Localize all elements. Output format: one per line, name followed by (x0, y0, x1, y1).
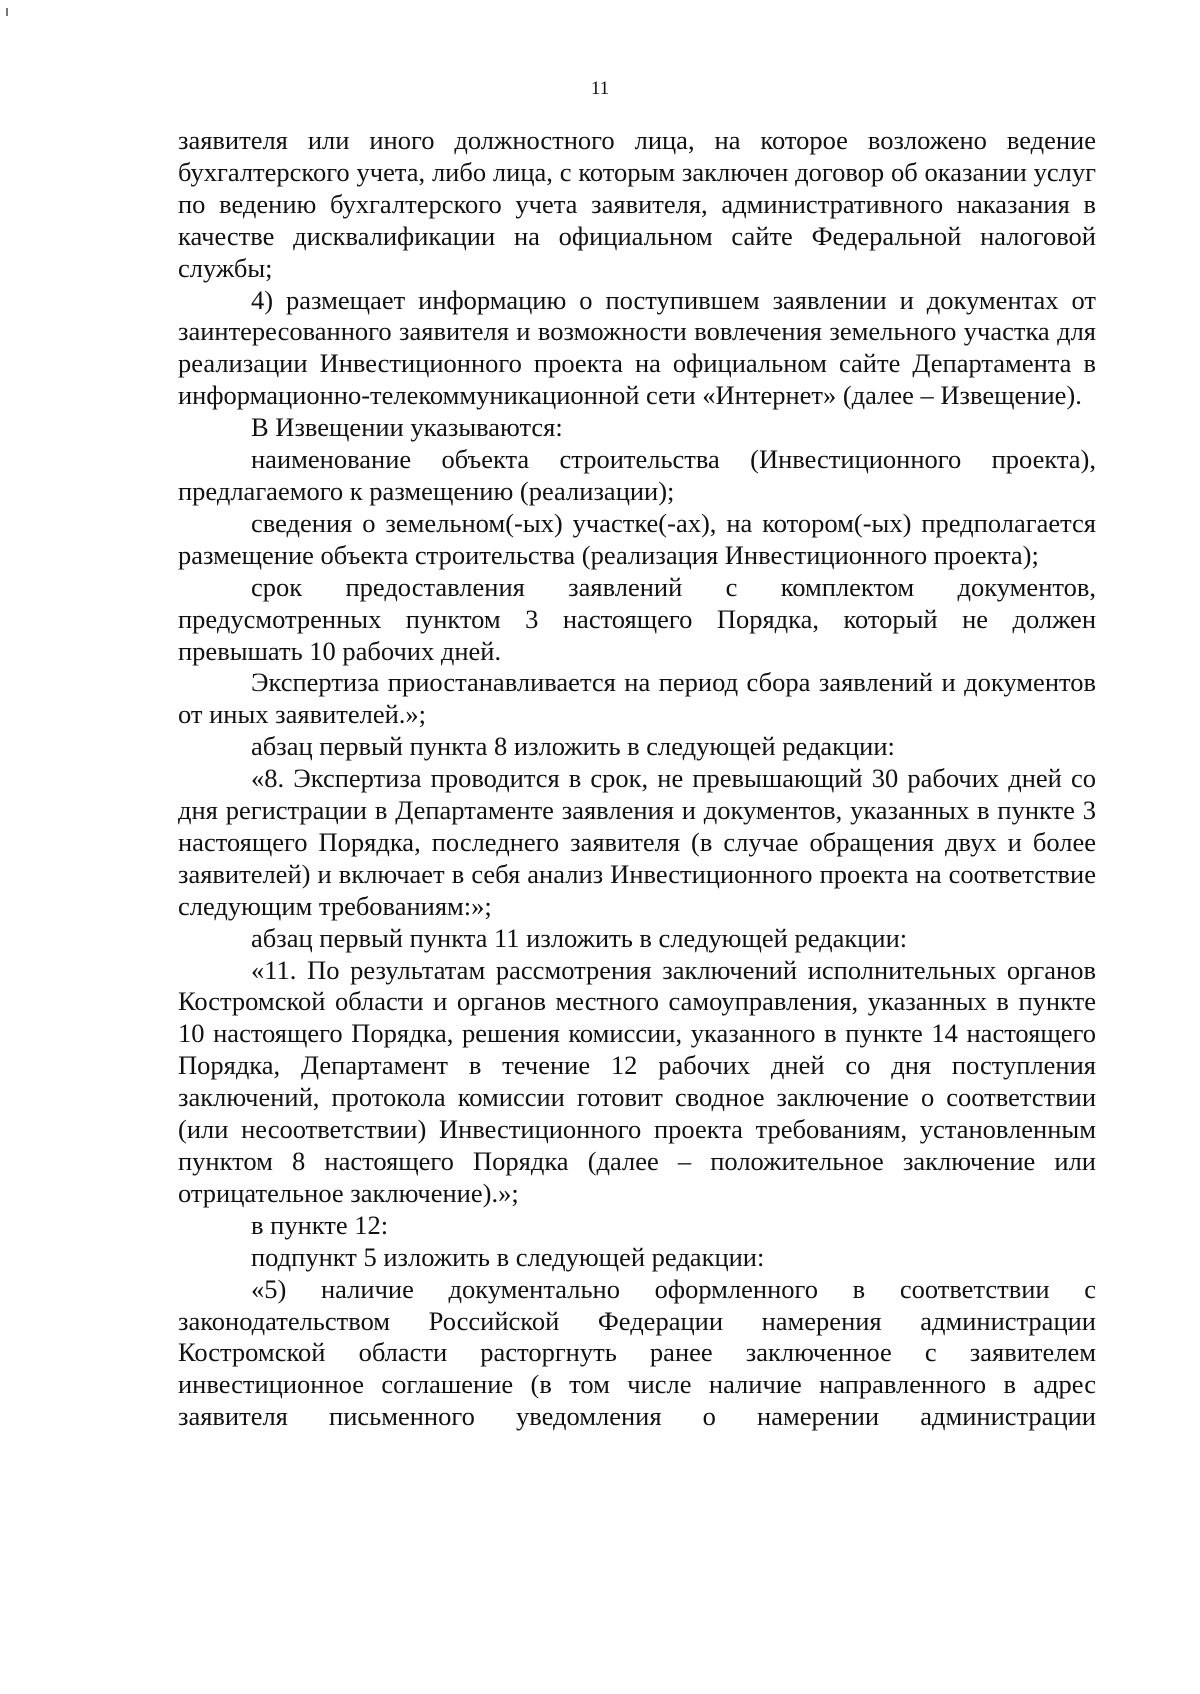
document-body (178, 125, 1096, 1433)
scan-edge-mark (6, 8, 8, 16)
paragraph-object-name: наименование объекта строительства (Инвестиционного проекта), предлагаемого к размещению (реализации); (178, 444, 1096, 506)
paragraph-amend-item-11: абзац первый пункта 11 изложить в следующей редакции: (251, 922, 908, 953)
paragraph-expertise-suspended: Экспертиза приостанавливается на период сбора заявлений и документов от иных заявителей.»; (178, 667, 1096, 730)
paragraph-item-11: «11. По результатам рассмотрения заключений исполнительных органов Костромской области и органов местного самоуправления, указанных в пункте 10 настоящего Порядка, решения комиссии, указанного в пункте 14 настоящего Порядка, Департамент в течение 12 рабочих дней со дня поступления заключений, протокола комиссии готовит сводное заключение о соответствии (или несоответствии) Инвестиционного проекта требованиям, установленным пунктом 8 настоящего Порядка (далее – положительное заключение или отрицательное заключение).»; (178, 954, 1096, 1208)
paragraph-item-12-intro: в пункте 12: (251, 1209, 389, 1240)
paragraph-continuation: заявителя или иного должностного лица, на которое возложено ведение бухгалтерского учета, либо лица, с которым заключен договор об оказании услуг по ведению бухгалтерского учета заявителя, административного наказания в качестве дисквалификации на официальном сайте Федеральной налоговой службы; (178, 125, 1096, 283)
paragraph-subitem-5: «5) наличие документально оформленного в соответствии с законодательством Российской Федерации намерения администрации Костромской области расторгнуть ранее заключенное с заявителем инвестиционное соглашение (в том числе наличие направленного в адрес заявителя письменного уведомления о намерении администрации (178, 1273, 1096, 1432)
paragraph-land-info: сведения о земельном(-ых) участке(-ах), на котором(-ых) предполагается размещение объекта строительства (реализация Инвестиционного проекта); (178, 507, 1096, 570)
paragraph-item-8: «8. Экспертиза проводится в срок, не превышающий 30 рабочих дней со дня регистрации в Департаменте заявления и документов, указанных в пункте 3 настоящего Порядка, последнего заявителя (в случае обращения двух и более заявителей) и включает в себя анализ Инвестиционного проекта на соответствие следующим требованиям:»; (178, 763, 1096, 921)
paragraph-item-4: 4) размещает информацию о поступившем заявлении и документах от заинтересованного заявителя и возможности вовлечения земельного участка для реализации Инвестиционного проекта на официальном сайте Департамента в информационно-телекоммуникационной сети «Интернет» (далее – Извещение). (178, 284, 1096, 411)
paragraph-notice-intro: В Извещении указываются: (251, 412, 563, 443)
paragraph-submission-term: срок предоставления заявлений с комплектом документов, предусмотренных пунктом 3 настоящего Порядка, который не должен превышать 10 рабочих дней. (178, 571, 1096, 666)
paragraph-amend-item-8: абзац первый пункта 8 изложить в следующей редакции: (251, 731, 895, 762)
paragraph-subitem-5-intro: подпункт 5 изложить в следующей редакции: (251, 1241, 765, 1272)
page-number: 11 (590, 78, 610, 99)
